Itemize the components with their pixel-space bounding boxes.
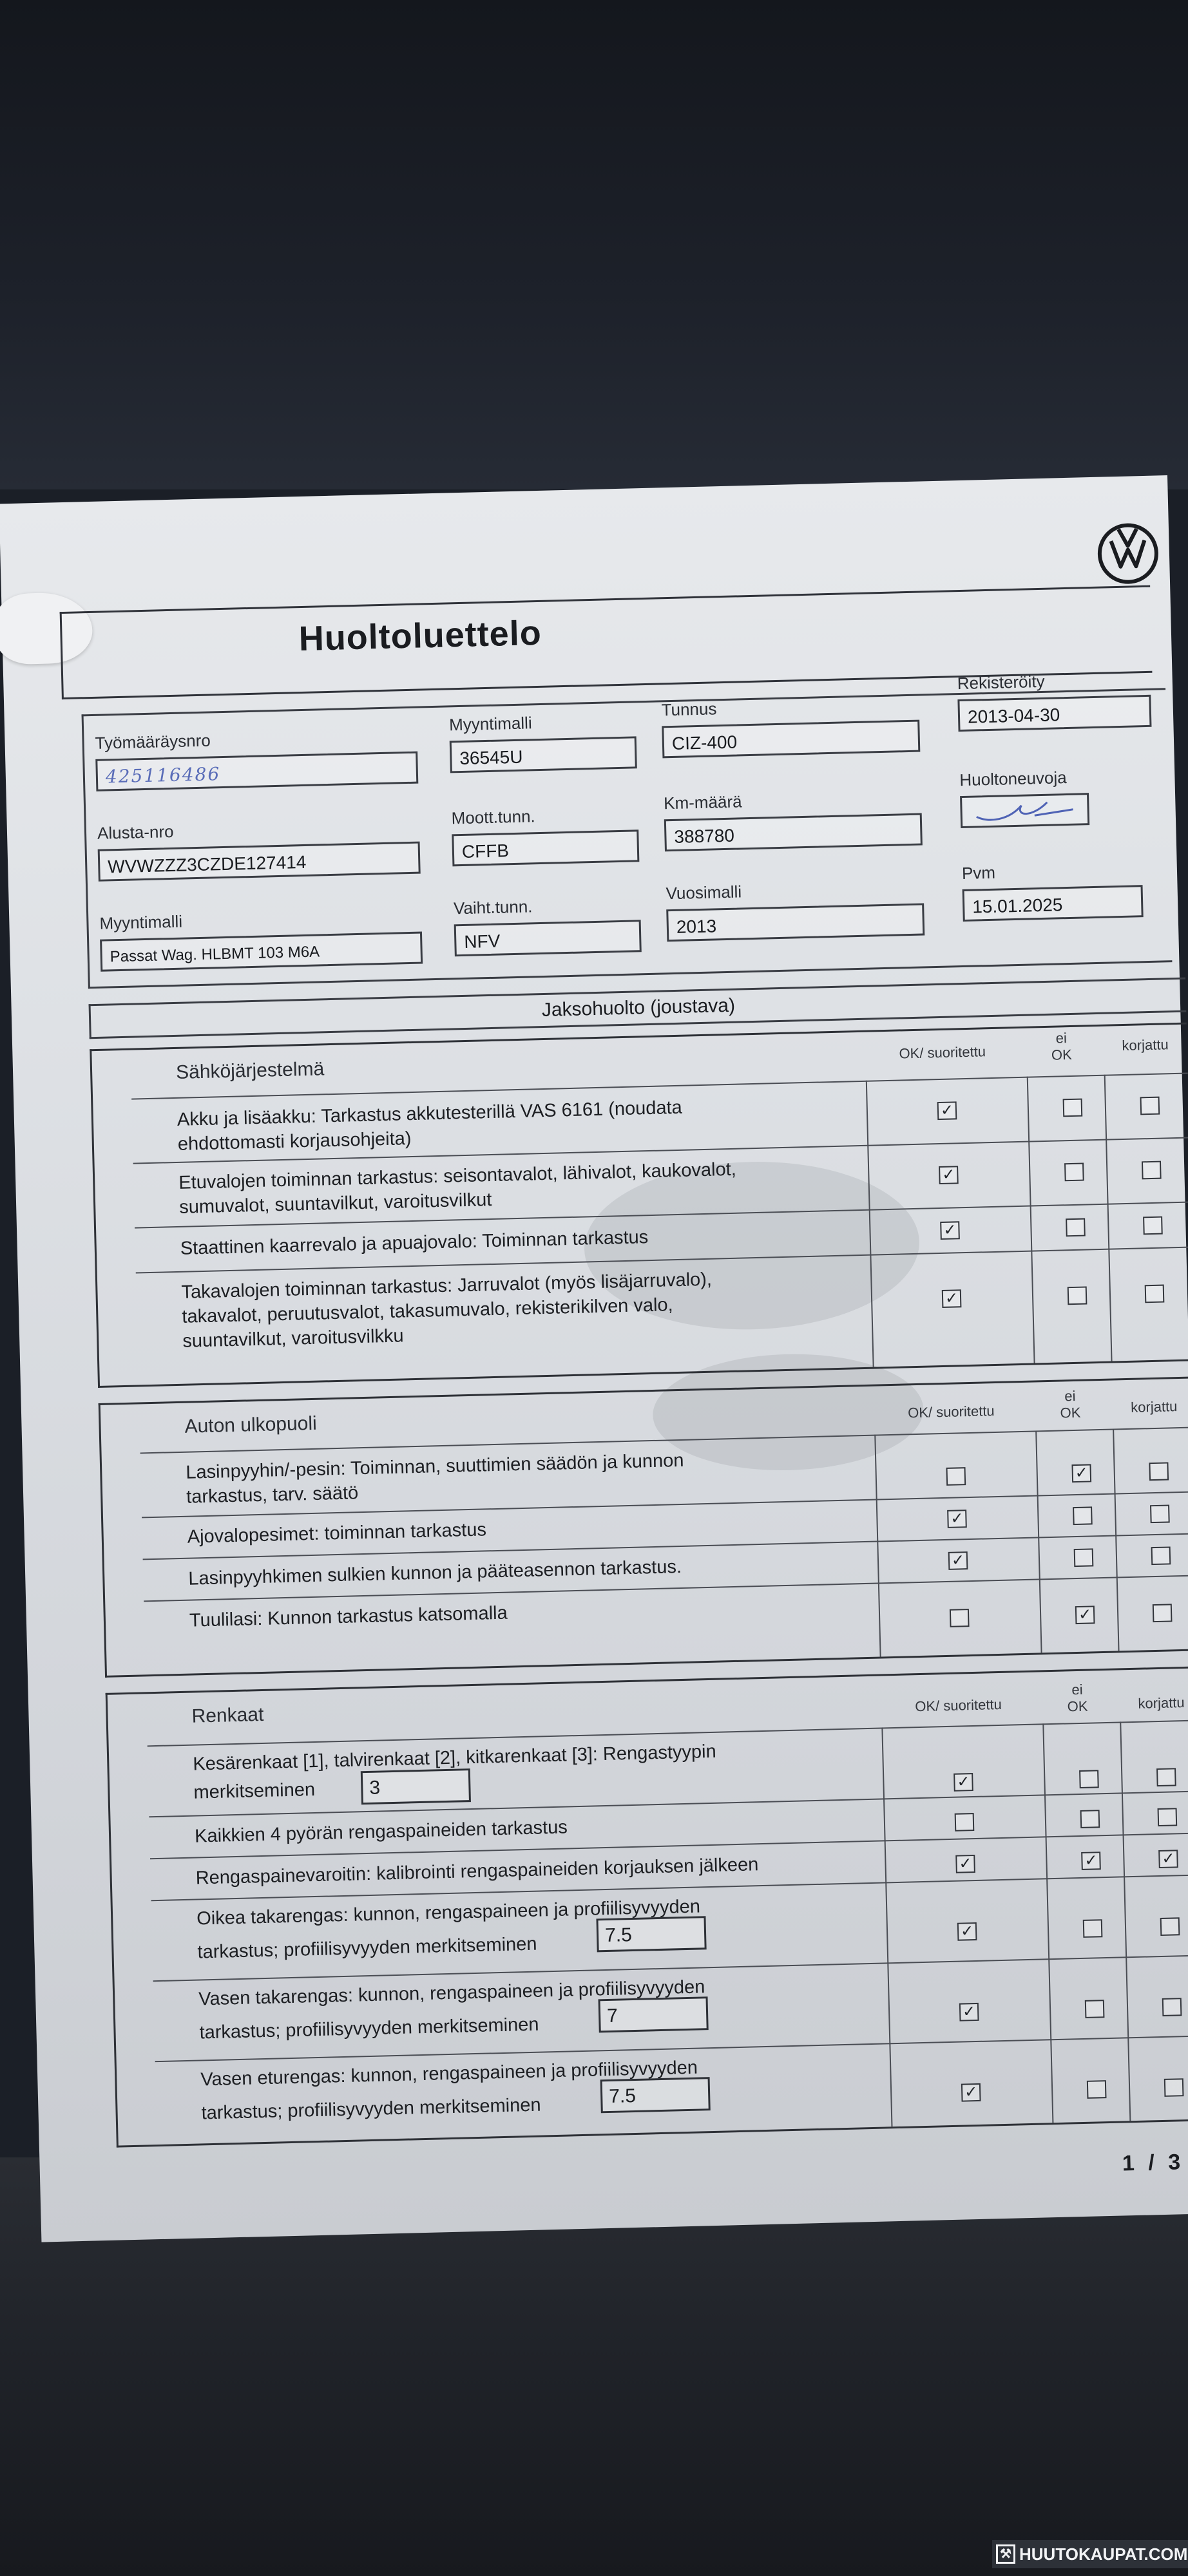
chassis-label: Alusta-nro	[97, 821, 174, 843]
tyre-type-value: 3	[361, 1768, 471, 1804]
row-text: Etuvalojen toiminnan tarkastus: seisontavalot, lähivalot, kaukovalot,	[178, 1159, 737, 1193]
ok-checkbox[interactable]	[950, 1609, 970, 1627]
engine-code-label: Moott.tunn.	[451, 806, 536, 828]
chassis-field: WVWZZZ3CZDE127414	[98, 842, 421, 882]
tyres-section	[106, 1666, 1188, 2147]
work-order-field: 425116486	[95, 752, 418, 791]
row-text: Rengaspainevaroitin: kalibrointi rengaspaineiden korjauksen jälkeen	[195, 1854, 759, 1889]
row-text: suuntavilkut, varoitusvilkku	[182, 1325, 404, 1352]
col-fixed: korjattu	[1138, 1694, 1185, 1712]
row-text: tarkastus; profiilisyvyyden merkitseminen	[199, 2014, 539, 2043]
registered-field: 2013-04-30	[957, 695, 1151, 732]
section-title: Auton ulkopuoli	[184, 1412, 318, 1437]
ok-checkbox[interactable]: ✓	[955, 1855, 975, 1873]
col-not-ok: OK	[1051, 1046, 1073, 1063]
fixed-checkbox[interactable]	[1142, 1161, 1162, 1180]
row-text: Lasinpyyhin/-pesin: Toiminnan, suuttimien säädön ja kunnon	[185, 1450, 684, 1483]
model-code-field: 36545U	[450, 736, 637, 773]
row-text: Kaikkien 4 pyörän rengaspaineiden tarkastus	[194, 1817, 568, 1847]
mileage-label: Km-määrä	[663, 791, 742, 813]
row-text: Ajovalopesimet: toiminnan tarkastus	[187, 1519, 487, 1548]
advisor-signature-field	[960, 793, 1089, 828]
not-ok-checkbox[interactable]	[1083, 1919, 1103, 1938]
not-ok-checkbox[interactable]	[1079, 1770, 1099, 1788]
fixed-checkbox[interactable]	[1156, 1768, 1176, 1786]
hammer-logo-icon: ⚒	[996, 2544, 1015, 2564]
ok-checkbox[interactable]: ✓	[942, 1289, 962, 1308]
fixed-checkbox[interactable]	[1162, 1998, 1182, 2016]
section-title: Renkaat	[191, 1703, 264, 1727]
right-rear-tread-value: 7.5	[596, 1916, 706, 1952]
not-ok-checkbox[interactable]: ✓	[1071, 1464, 1091, 1482]
not-ok-checkbox[interactable]	[1080, 1810, 1100, 1828]
row-text: merkitseminen	[193, 1779, 316, 1803]
ok-checkbox[interactable]: ✓	[940, 1221, 960, 1240]
ok-checkbox[interactable]: ✓	[959, 2003, 979, 2022]
sales-model-field: Passat Wag. HLBMT 103 M6A	[100, 932, 423, 972]
page-number: 1 / 3	[1122, 2150, 1185, 2176]
col-fixed: korjattu	[1130, 1398, 1178, 1416]
row-text: tarkastus; profiilisyvyyden merkitseminen	[197, 1933, 537, 1963]
not-ok-checkbox[interactable]	[1073, 1506, 1093, 1525]
row-text: tarkastus; profiilisyvyyden merkitseminen	[201, 2094, 541, 2124]
ok-checkbox[interactable]: ✓	[961, 2083, 981, 2102]
row-text: Vasen eturengas: kunnon, rengaspaineen ja profiilisyvyyden	[200, 2057, 698, 2090]
fixed-checkbox[interactable]	[1164, 2078, 1184, 2097]
mileage-field: 388780	[664, 813, 923, 852]
col-not-ok: OK	[1060, 1404, 1081, 1421]
fixed-checkbox[interactable]	[1153, 1604, 1173, 1622]
ok-checkbox[interactable]: ✓	[947, 1510, 967, 1528]
fixed-checkbox[interactable]	[1158, 1808, 1178, 1826]
row-text: Tuulilasi: Kunnon tarkastus katsomalla	[189, 1602, 508, 1631]
row-text: Takavalojen toiminnan tarkastus: Jarruvalot (myös lisäjarruvalo),	[181, 1269, 713, 1303]
row-text: Staattinen kaarrevalo ja apuajovalo: Toiminnan tarkastus	[180, 1227, 649, 1259]
fixed-checkbox[interactable]	[1160, 1917, 1180, 1936]
ok-checkbox[interactable]: ✓	[957, 1922, 977, 1941]
row-text: Vasen takarengas: kunnon, rengaspaineen ja profiilisyvyyden	[198, 1976, 705, 2010]
col-ei: ei	[1055, 1030, 1068, 1046]
sales-model-label: Myyntimalli	[99, 911, 183, 933]
plate-field: CIZ-400	[662, 720, 920, 759]
ok-checkbox[interactable]	[955, 1813, 975, 1832]
col-ok: OK/ suoritettu	[914, 1696, 1002, 1715]
date-label: Pvm	[961, 862, 996, 884]
fixed-checkbox[interactable]	[1143, 1217, 1163, 1235]
work-order-label: Työmääräysnro	[95, 730, 211, 753]
row-text: Akku ja lisäakku: Tarkastus akkutesterillä VAS 6161 (noudata	[177, 1097, 683, 1130]
row-text: tarkastus, tarv. säätö	[186, 1482, 359, 1508]
watermark-text: HUUTOKAUPAT.COM	[1019, 2544, 1188, 2564]
row-text: Oikea takarengas: kunnon, rengaspaineen ja profiilisyvyyden	[196, 1896, 701, 1929]
dark-background-top	[0, 0, 1188, 489]
not-ok-checkbox[interactable]	[1064, 1163, 1084, 1182]
fixed-checkbox[interactable]	[1149, 1462, 1169, 1481]
ok-checkbox[interactable]: ✓	[948, 1551, 968, 1570]
not-ok-checkbox[interactable]: ✓	[1075, 1605, 1095, 1624]
col-ei: ei	[1071, 1681, 1083, 1698]
col-ok: OK/ suoritettu	[899, 1043, 986, 1062]
fixed-checkbox[interactable]	[1140, 1097, 1160, 1115]
fixed-checkbox[interactable]	[1145, 1285, 1165, 1303]
row-text: takavalot, peruutusvalot, takasumuvalo, rekisterikilven valo,	[182, 1294, 674, 1327]
not-ok-checkbox[interactable]	[1068, 1286, 1087, 1305]
not-ok-checkbox[interactable]	[1074, 1548, 1094, 1567]
model-year-label: Vuosimalli	[666, 882, 742, 904]
plate-label: Tunnus	[661, 699, 717, 720]
model-code-label: Myyntimalli	[448, 713, 533, 735]
col-ei: ei	[1064, 1387, 1076, 1405]
row-text: sumuvalot, suuntavilkut, varoitusvilkut	[178, 1189, 492, 1218]
row-text: Lasinpyyhkimen sulkien kunnon ja pääteasennon tarkastus.	[187, 1556, 682, 1589]
fixed-checkbox[interactable]	[1151, 1546, 1171, 1565]
advisor-label: Huoltoneuvoja	[959, 768, 1067, 790]
gearbox-code-field: NFV	[454, 920, 642, 956]
not-ok-checkbox[interactable]: ✓	[1081, 1852, 1101, 1870]
page-title: Huoltoluettelo	[298, 613, 542, 659]
exterior-section	[99, 1376, 1188, 1677]
vw-logo-icon	[1095, 520, 1161, 586]
not-ok-checkbox[interactable]	[1087, 2080, 1107, 2099]
not-ok-checkbox[interactable]	[1085, 2000, 1105, 2018]
section-title: Sähköjärjestelmä	[175, 1058, 325, 1083]
fixed-checkbox[interactable]	[1150, 1504, 1170, 1523]
gearbox-code-label: Vaiht.tunn.	[453, 896, 533, 918]
service-checklist-sheet	[0, 475, 1188, 2242]
col-fixed: korjattu	[1122, 1036, 1169, 1054]
ok-checkbox[interactable]: ✓	[939, 1166, 959, 1184]
not-ok-checkbox[interactable]	[1066, 1218, 1086, 1237]
engine-code-field: CFFB	[452, 829, 639, 866]
electrical-section	[90, 1023, 1188, 1388]
col-ok: OK/ suoritettu	[907, 1403, 995, 1421]
left-front-tread-value: 7.5	[600, 2077, 711, 2113]
ok-checkbox[interactable]	[946, 1467, 966, 1486]
date-field: 15.01.2025	[963, 885, 1144, 922]
registered-label: Rekisteröity	[957, 671, 1045, 694]
model-year-field: 2013	[666, 903, 925, 942]
col-not-ok: OK	[1067, 1698, 1088, 1715]
fixed-checkbox[interactable]: ✓	[1158, 1850, 1178, 1868]
ok-checkbox[interactable]: ✓	[953, 1773, 973, 1792]
row-text: ehdottomasti korjausohjeita)	[177, 1128, 412, 1155]
row-text: Kesärenkaat [1], talvirenkaat [2], kitkarenkaat [3]: Rengastyypin	[193, 1741, 717, 1775]
left-rear-tread-value: 7	[599, 1996, 709, 2032]
advisor-signature	[970, 795, 1080, 826]
site-watermark	[992, 2540, 1188, 2568]
section-bar: Jaksohuolto (joustava)	[89, 978, 1187, 1039]
not-ok-checkbox[interactable]	[1063, 1099, 1083, 1117]
ok-checkbox[interactable]: ✓	[937, 1101, 957, 1120]
